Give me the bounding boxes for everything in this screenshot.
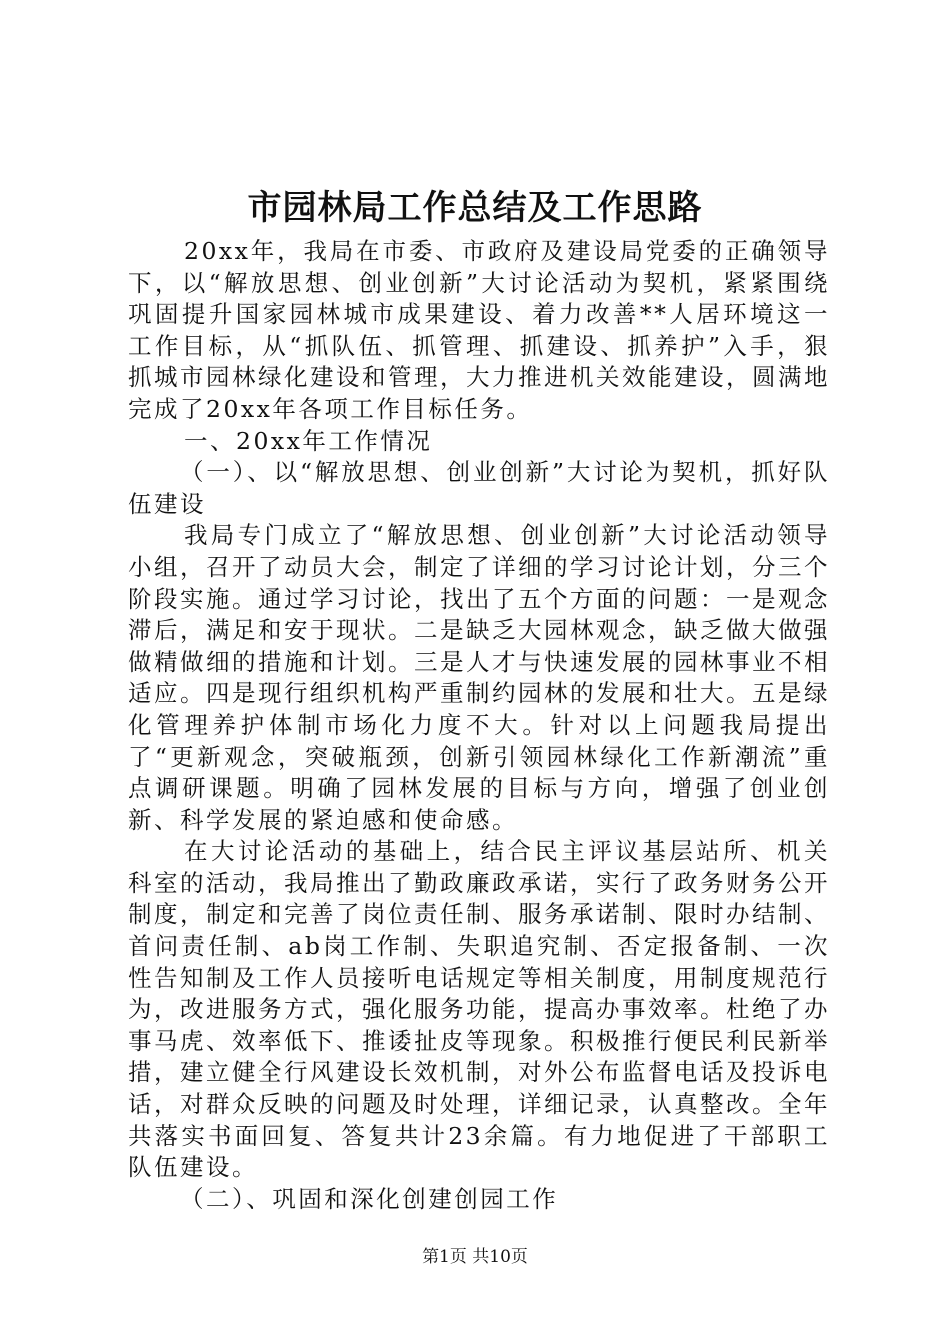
document-title: 市园林局工作总结及工作思路 [247,188,703,228]
body-paragraph: 在大讨论活动的基础上，结合民主评议基层站所、机关科室的活动，我局推出了勤政廉政承诺，实行了政务财务公开制度，制定和完善了岗位责任制、服务承诺制、限时办结制、首问责任制、ab岗工作制、失职追究制、否定报备制、一次性告知制及工作人员接听电话规定等相关制度，用制度规范行为，改进服务方式，强化服务功能，提高办事效率。杜绝了办事马虎、效率低下、推诿扯皮等现象。积极推行便民利民新举措，建立健全行风建设长效机制，对外公布监督电话及投诉电话，对群众反映的问题及时处理，详细记录，认真整改。全年共落实书面回复、答复共计23余篇。有力地促进了干部职工队伍建设。 [128,837,830,1182]
subsection-heading-2: （二）、巩固和深化创建创园工作 [180,1184,559,1213]
intro-paragraph: 20xx年，我局在市委、市政府及建设局党委的正确领导下，以“解放思想、创业创新”大讨论活动为契机，紧紧围绕巩固提升国家园林城市成果建设、着力改善**人居环境这一工作目标，从“抓队伍、抓管理、抓建设、抓养护”入手，狠抓城市园林绿化建设和管理，大力推进机关效能建设，圆满地完成了20xx年各项工作目标任务。 [128,237,830,423]
body-paragraph: 我局专门成立了“解放思想、创业创新”大讨论活动领导小组，召开了动员大会，制定了详细的学习讨论计划，分三个阶段实施。通过学习讨论，找出了五个方面的问题：一是观念滞后，满足和安于现状。二是缺乏大园林观念，缺乏做大做强做精做细的措施和计划。三是人才与快速发展的园林事业不相适应。四是现行组织机构严重制约园林的发展和壮大。五是绿化管理养护体制市场化力度不大。针对以上问题我局提出了“更新观念，突破瓶颈，创新引领园林绿化工作新潮流”重点调研课题。明确了园林发展的目标与方向，增强了创业创新、科学发展的紧迫感和使命感。 [128,521,830,834]
document-body [128,236,830,1215]
section-heading-1: 一、20xx年工作情况 [184,426,433,455]
subsection-heading-1: （一）、以“解放思想、创业创新”大讨论为契机，抓好队伍建设 [128,458,830,518]
page-number-footer: 第1页 共10页 [422,1247,528,1267]
